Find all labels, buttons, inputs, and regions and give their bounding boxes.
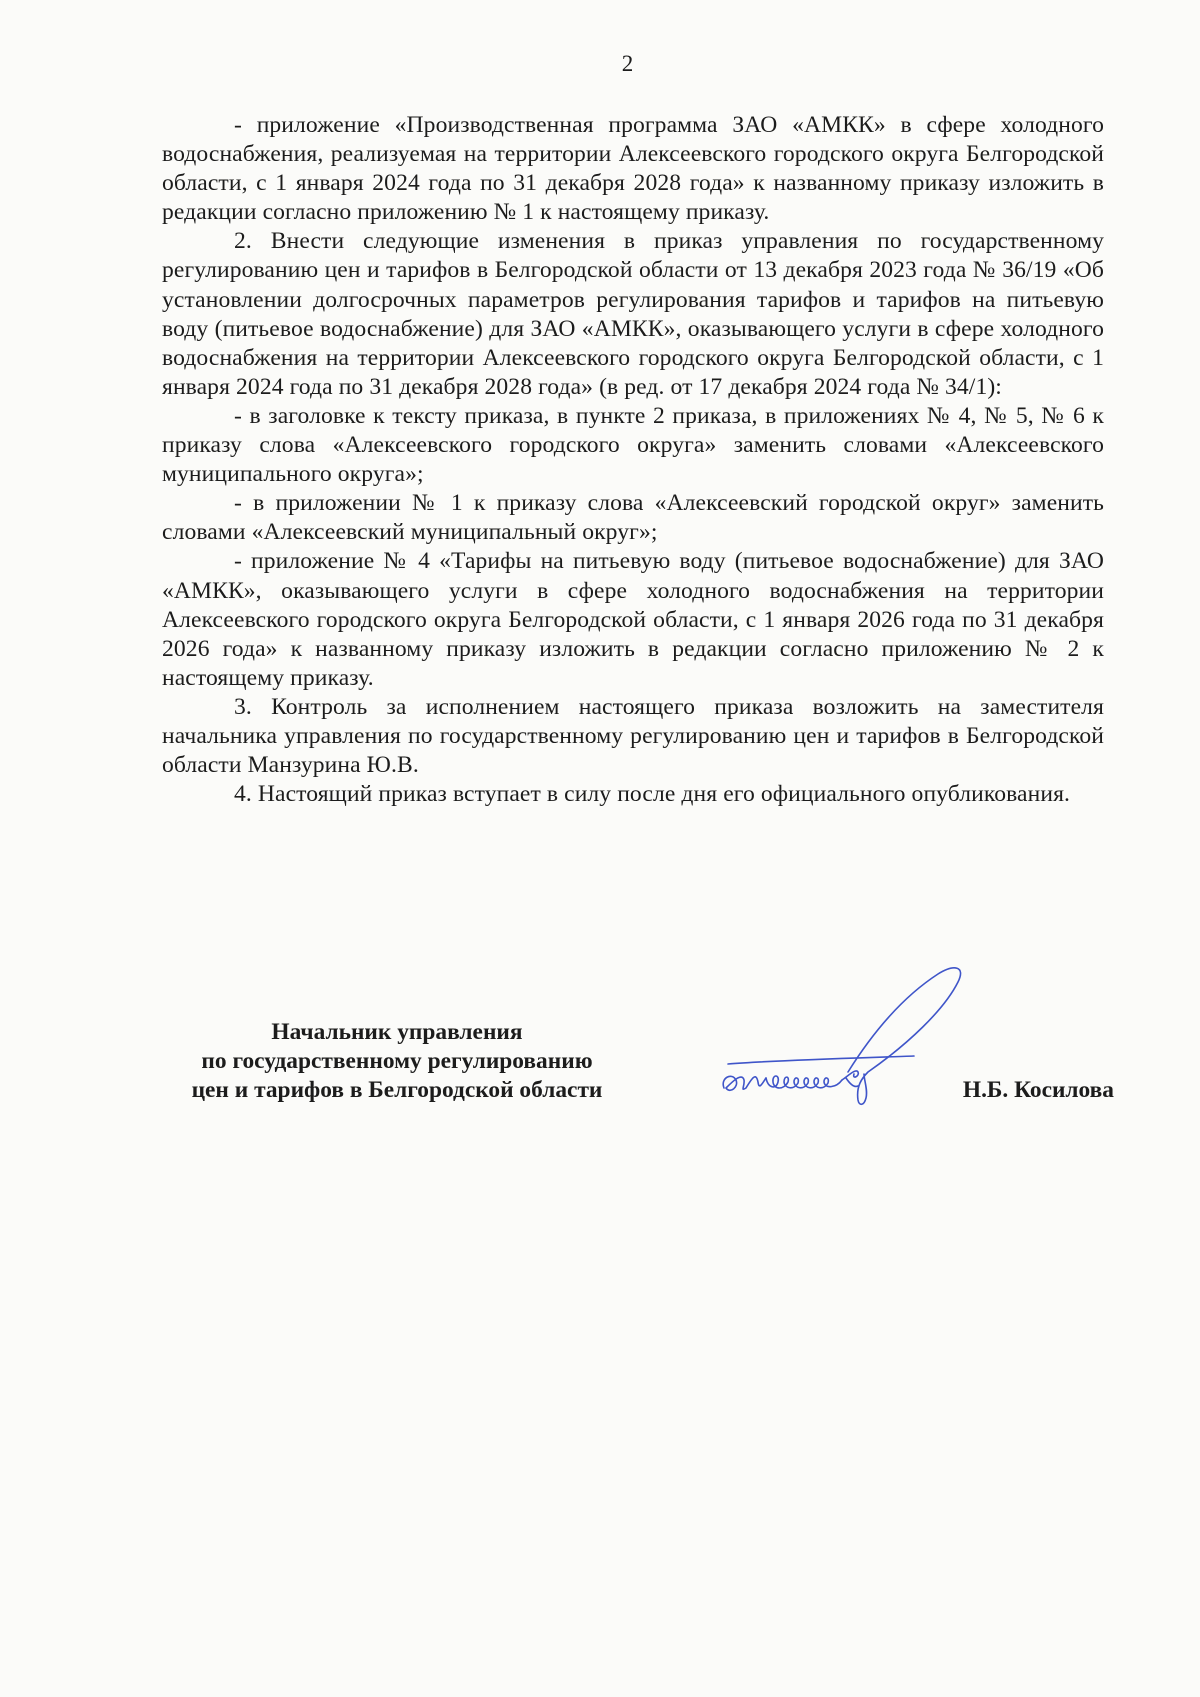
paragraph-appendix-1: - приложение «Производственная программа ЗАО «АМКК» в сфере холодного водоснабжения, реализуемая на территории Алексеевского городского округа Белгородской области, с 1 января 2024 года по 31 декабря 2028 года» к названному приказу изложить в редакции согласно приложению № 1 к настоящему приказу. [162, 112, 1104, 226]
handwritten-signature [718, 960, 1018, 1130]
document-body [162, 111, 1104, 809]
signatory-position-line-3: цен и тарифов в Белгородской области [191, 1077, 603, 1103]
paragraph-heading-change: - в заголовке к тексту приказа, в пункте 2 приказа, в приложениях № 4, № 5, № 6 к приказу слова «Алексеевского городского округа» заменить словами «Алексеевского муниципального округа»; [162, 402, 1104, 488]
page-number: 2 [621, 51, 634, 76]
signatory-position [162, 1018, 632, 1105]
paragraph-appendix-4-change: - приложение № 4 «Тарифы на питьевую воду (питьевое водоснабжение) для ЗАО «АМКК», оказывающего услуги в сфере холодного водоснабжения на территории Алексеевского городского округа Белгородской области, с 1 января 2026 года по 31 декабря 2026 года» к названному приказу изложить в редакции согласно приложению № 2 к настоящему приказу. [162, 548, 1104, 691]
paragraph-item-2: 2. Внести следующие изменения в приказ управления по государственному регулированию цен и тарифов в Белгородской области от 13 декабря 2023 года № 36/19 «Об установлении долгосрочных параметров регулирования тарифов и тарифов на питьевую воду (питьевое водоснабжение) для ЗАО «АМКК», оказывающего услуги в сфере холодного водоснабжения на территории Алексеевского городского округа Белгородской области, с 1 января 2024 года по 31 декабря 2028 года» (в ред. от 17 декабря 2024 года № 34/1): [162, 228, 1104, 400]
signatory-position-line-2: по государственному регулированию [201, 1048, 593, 1074]
paragraph-appendix-1-change: - в приложении № 1 к приказу слова «Алексеевский городской округ» заменить словами «Алексеевский муниципальный округ»; [162, 490, 1104, 546]
signatory-name: Н.Б. Косилова [962, 1077, 1114, 1103]
signatory-position-line-1: Начальник управления [271, 1019, 523, 1045]
paragraph-item-4: 4. Настоящий приказ вступает в силу после дня его официального опубликования. [234, 781, 1071, 808]
paragraph-item-3: 3. Контроль за исполнением настоящего приказа возложить на заместителя начальника управления по государственному регулированию цен и тарифов в Белгородской области Манзурина Ю.В. [162, 693, 1104, 779]
